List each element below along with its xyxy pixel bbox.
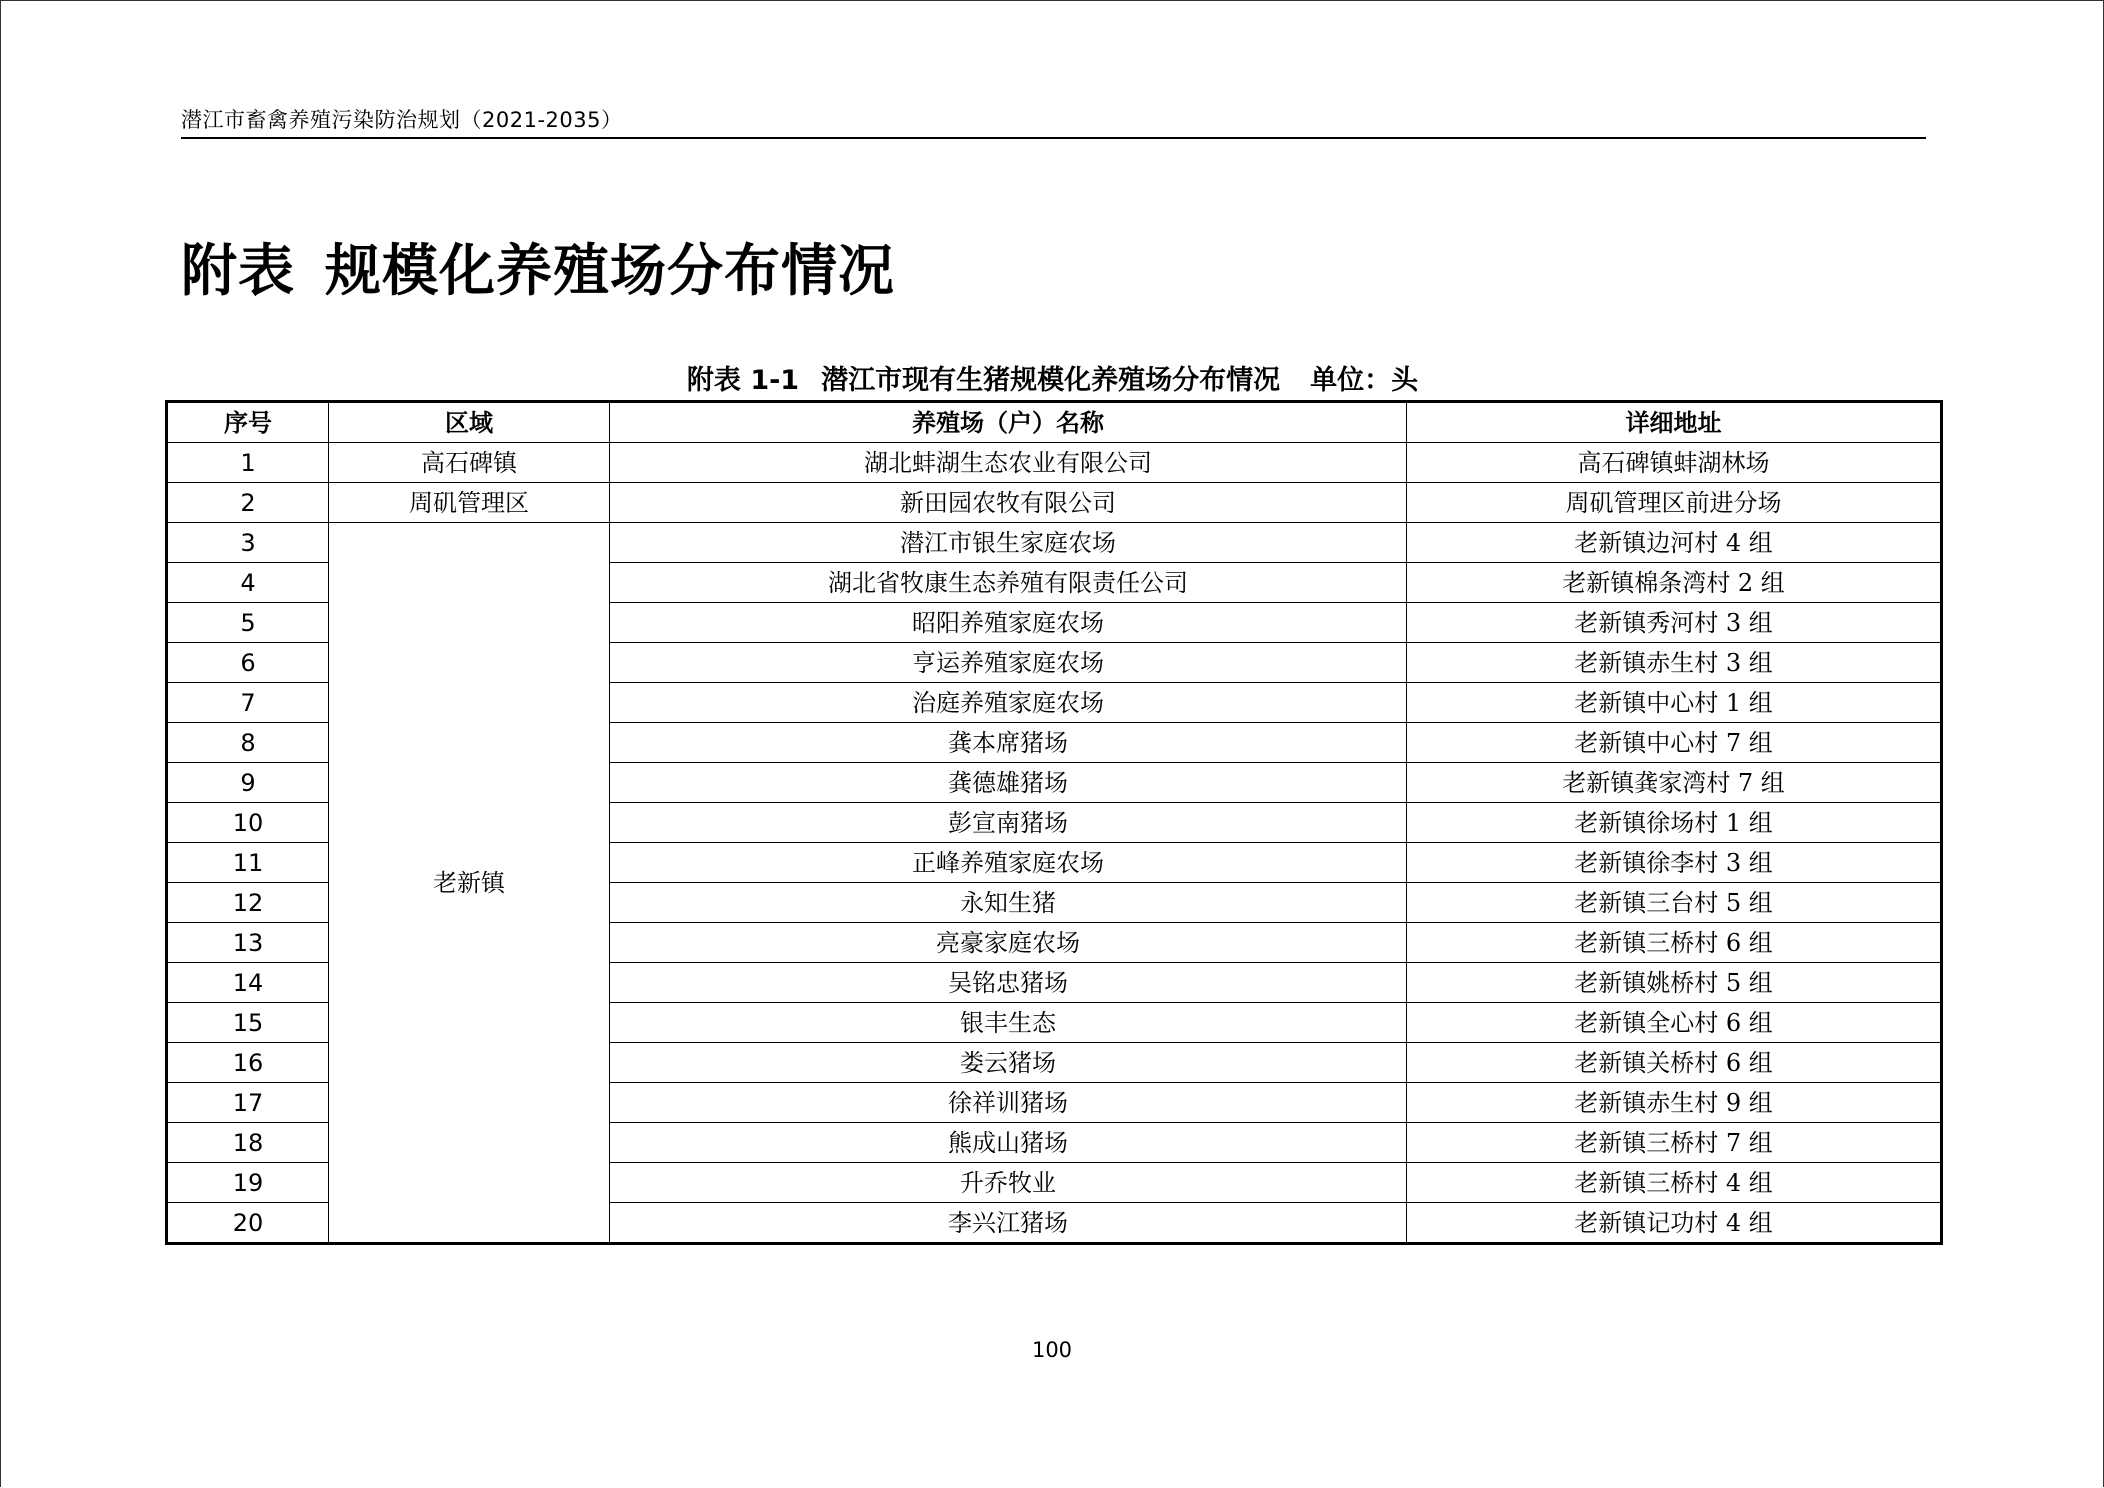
address-cell: 老新镇边河村 4 组 [1407, 523, 1942, 563]
row-number: 11 [167, 843, 329, 883]
row-number: 2 [167, 483, 329, 523]
address-cell: 老新镇棉条湾村 2 组 [1407, 563, 1942, 603]
address-cell: 老新镇三桥村 6 组 [1407, 923, 1942, 963]
column-header-region: 区域 [329, 402, 610, 443]
address-cell: 老新镇赤生村 9 组 [1407, 1083, 1942, 1123]
row-number: 7 [167, 683, 329, 723]
farm-name-cell: 彭宣南猪场 [610, 803, 1407, 843]
row-number: 5 [167, 603, 329, 643]
farm-name-cell: 湖北蚌湖生态农业有限公司 [610, 443, 1407, 483]
farm-name-cell: 正峰养殖家庭农场 [610, 843, 1407, 883]
running-header: 潜江市畜禽养殖污染防治规划（2021-2035） [181, 108, 623, 132]
address-cell: 老新镇三桥村 4 组 [1407, 1163, 1942, 1203]
farm-name-cell: 潜江市银生家庭农场 [610, 523, 1407, 563]
farm-name-cell: 亨运养殖家庭农场 [610, 643, 1407, 683]
row-number: 12 [167, 883, 329, 923]
address-cell: 老新镇关桥村 6 组 [1407, 1043, 1942, 1083]
row-number: 3 [167, 523, 329, 563]
caption-text: 潜江市现有生猪规模化养殖场分布情况 [821, 365, 1281, 396]
address-cell: 老新镇徐李村 3 组 [1407, 843, 1942, 883]
column-header-no: 序号 [167, 402, 329, 443]
address-cell: 老新镇赤生村 3 组 [1407, 643, 1942, 683]
row-number: 18 [167, 1123, 329, 1163]
row-number: 9 [167, 763, 329, 803]
address-cell: 老新镇中心村 1 组 [1407, 683, 1942, 723]
appendix-title [181, 239, 895, 304]
address-cell: 高石碑镇蚌湖林场 [1407, 443, 1942, 483]
farm-name-cell: 娄云猪场 [610, 1043, 1407, 1083]
farm-name-cell: 升乔牧业 [610, 1163, 1407, 1203]
caption-number: 1-1 [750, 365, 800, 396]
farm-name-cell: 李兴江猪场 [610, 1203, 1407, 1244]
row-number: 15 [167, 1003, 329, 1043]
address-cell: 老新镇三台村 5 组 [1407, 883, 1942, 923]
address-cell: 周矶管理区前进分场 [1407, 483, 1942, 523]
table-row [167, 523, 1942, 563]
farm-name-cell: 吴铭忠猪场 [610, 963, 1407, 1003]
farm-name-cell: 龚德雄猪场 [610, 763, 1407, 803]
farm-name-cell: 永知生猪 [610, 883, 1407, 923]
row-number: 10 [167, 803, 329, 843]
row-number: 14 [167, 963, 329, 1003]
address-cell: 老新镇姚桥村 5 组 [1407, 963, 1942, 1003]
page-number: 100 [1031, 1338, 1073, 1362]
table-row [167, 443, 1942, 483]
row-number: 17 [167, 1083, 329, 1123]
farm-name-cell: 治庭养殖家庭农场 [610, 683, 1407, 723]
address-cell: 老新镇三桥村 7 组 [1407, 1123, 1942, 1163]
table-row [167, 483, 1942, 523]
row-number: 6 [167, 643, 329, 683]
appendix-title-text: 规模化养殖场分布情况 [325, 239, 895, 304]
row-number: 4 [167, 563, 329, 603]
row-number: 13 [167, 923, 329, 963]
table-caption [165, 363, 1940, 399]
table-body [167, 443, 1942, 1244]
column-header-farm-name: 养殖场（户）名称 [610, 402, 1407, 443]
row-number: 19 [167, 1163, 329, 1203]
region-cell: 周矶管理区 [329, 483, 610, 523]
farm-name-cell: 龚本席猪场 [610, 723, 1407, 763]
address-cell: 老新镇徐场村 1 组 [1407, 803, 1942, 843]
farm-table [165, 400, 1943, 1245]
farm-name-cell: 新田园农牧有限公司 [610, 483, 1407, 523]
address-cell: 老新镇记功村 4 组 [1407, 1203, 1942, 1244]
header-rule [181, 137, 1926, 139]
row-number: 8 [167, 723, 329, 763]
address-cell: 老新镇秀河村 3 组 [1407, 603, 1942, 643]
row-number: 20 [167, 1203, 329, 1244]
row-number: 1 [167, 443, 329, 483]
address-cell: 老新镇龚家湾村 7 组 [1407, 763, 1942, 803]
region-cell: 高石碑镇 [329, 443, 610, 483]
farm-name-cell: 熊成山猪场 [610, 1123, 1407, 1163]
region-cell: 老新镇 [329, 523, 610, 1244]
table-header-row [167, 402, 1942, 443]
caption-label: 附表 [686, 365, 741, 396]
farm-name-cell: 徐祥训猪场 [610, 1083, 1407, 1123]
address-cell: 老新镇全心村 6 组 [1407, 1003, 1942, 1043]
appendix-prefix: 附表 [181, 239, 295, 304]
address-cell: 老新镇中心村 7 组 [1407, 723, 1942, 763]
farm-name-cell: 亮豪家庭农场 [610, 923, 1407, 963]
column-header-address: 详细地址 [1407, 402, 1942, 443]
row-number: 16 [167, 1043, 329, 1083]
farm-name-cell: 银丰生态 [610, 1003, 1407, 1043]
farm-name-cell: 湖北省牧康生态养殖有限责任公司 [610, 563, 1407, 603]
caption-unit: 单位：头 [1310, 365, 1419, 396]
farm-name-cell: 昭阳养殖家庭农场 [610, 603, 1407, 643]
